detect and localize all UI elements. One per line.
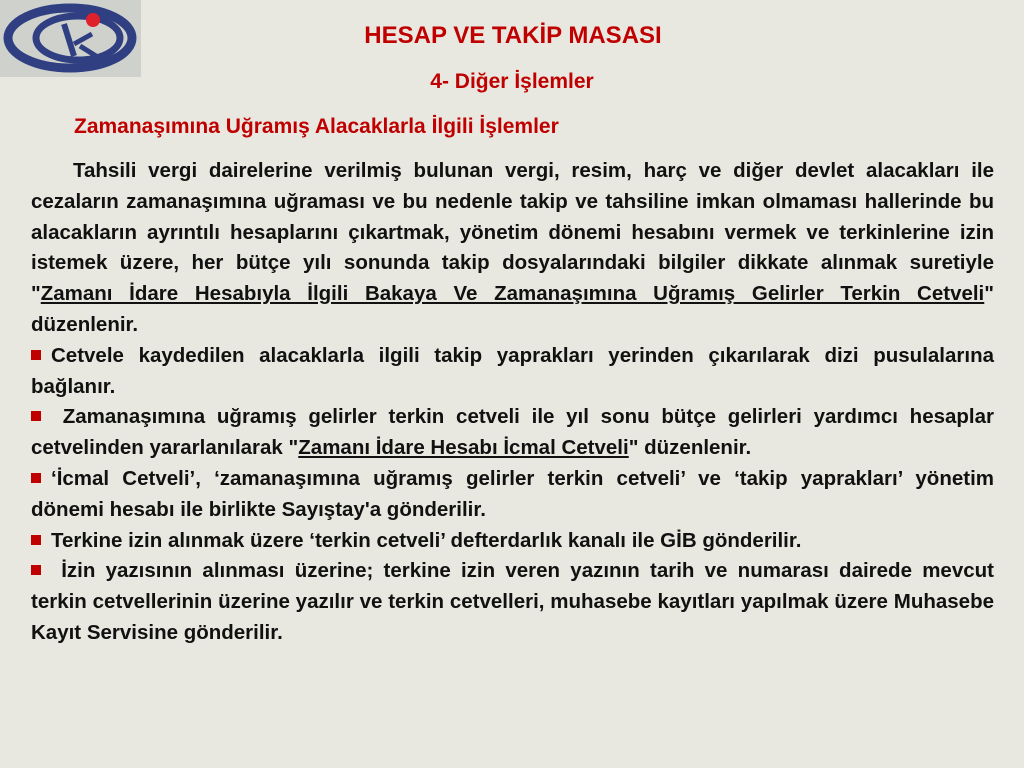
bullet-item: Zamanaşımına uğramış gelirler terkin cetveli ile yıl sonu bütçe gelirleri yardımcı hesaplar cetvelinden yararlanılarak "Zamanı İdare Hesabı İcmal Cetveli" düzenlenir. [31, 405, 994, 460]
content-body [31, 156, 994, 649]
bullet-square-icon [31, 535, 41, 545]
bullet-square-icon [31, 411, 41, 421]
icmal-cetveli-name: Zamanı İdare Hesabı İcmal Cetveli [298, 436, 629, 460]
section-heading: Zamanaşımına Uğramış Alacaklarla İlgili İşlemler [74, 115, 559, 138]
bullet-square-icon [31, 350, 41, 360]
intro-paragraph: Tahsili vergi dairelerine verilmiş bulunan vergi, resim, harç ve diğer devlet alacakları ile cezaların zamanaşımına uğraması ve bu nedenle takip ve tahsiline imkan olmaması hallerinde bu alacakların ayrıntılı hesaplarını çıkartmak, yönetim dönemi hesabını vermek ve terkinlerine izin istemek üzere, her bütçe yılı sonunda takip dosyalarındaki bilgiler dikkate alınmak suretiyle "Zamanı İdare Hesabıyla İlgili Bakaya Ve Zamanaşımına Uğramış Gelirler Terkin Cetveli" düzenlenir. [31, 159, 994, 336]
bullet-item: Cetvele kaydedilen alacaklarla ilgili takip yaprakları yerinden çıkarılarak dizi pusulalarına bağlanır. [31, 343, 994, 398]
bullet-item: Terkine izin alınmak üzere ‘terkin cetveli’ defterdarlık kanalı ile GİB gönderilir. [31, 526, 994, 557]
page-title: HESAP VE TAKİP MASASI [364, 22, 662, 49]
bullet-square-icon [31, 565, 41, 575]
page-subtitle: 4- Diğer İşlemler [430, 70, 594, 93]
cetvel-name: Zamanı İdare Hesabıyla İlgili Bakaya Ve Zamanaşımına Uğramış Gelirler Terkin Cetveli [40, 282, 985, 306]
bullet-item: ‘İcmal Cetveli’, ‘zamanaşımına uğramış gelirler terkin cetveli’ ve ‘takip yaprakları’ yönetim dönemi hesabı ile birlikte Sayıştay'a gönderilir. [31, 466, 994, 521]
bullet-square-icon [31, 473, 41, 483]
bullet-item: İzin yazısının alınması üzerine; terkine izin veren yazının tarih ve numarası dairede mevcut terkin cetvellerinin üzerine yazılır ve terkin cetvelleri, muhasebe kayıtları yapılmak üzere Muhasebe Kayıt Servisine gönderilir. [31, 559, 994, 644]
